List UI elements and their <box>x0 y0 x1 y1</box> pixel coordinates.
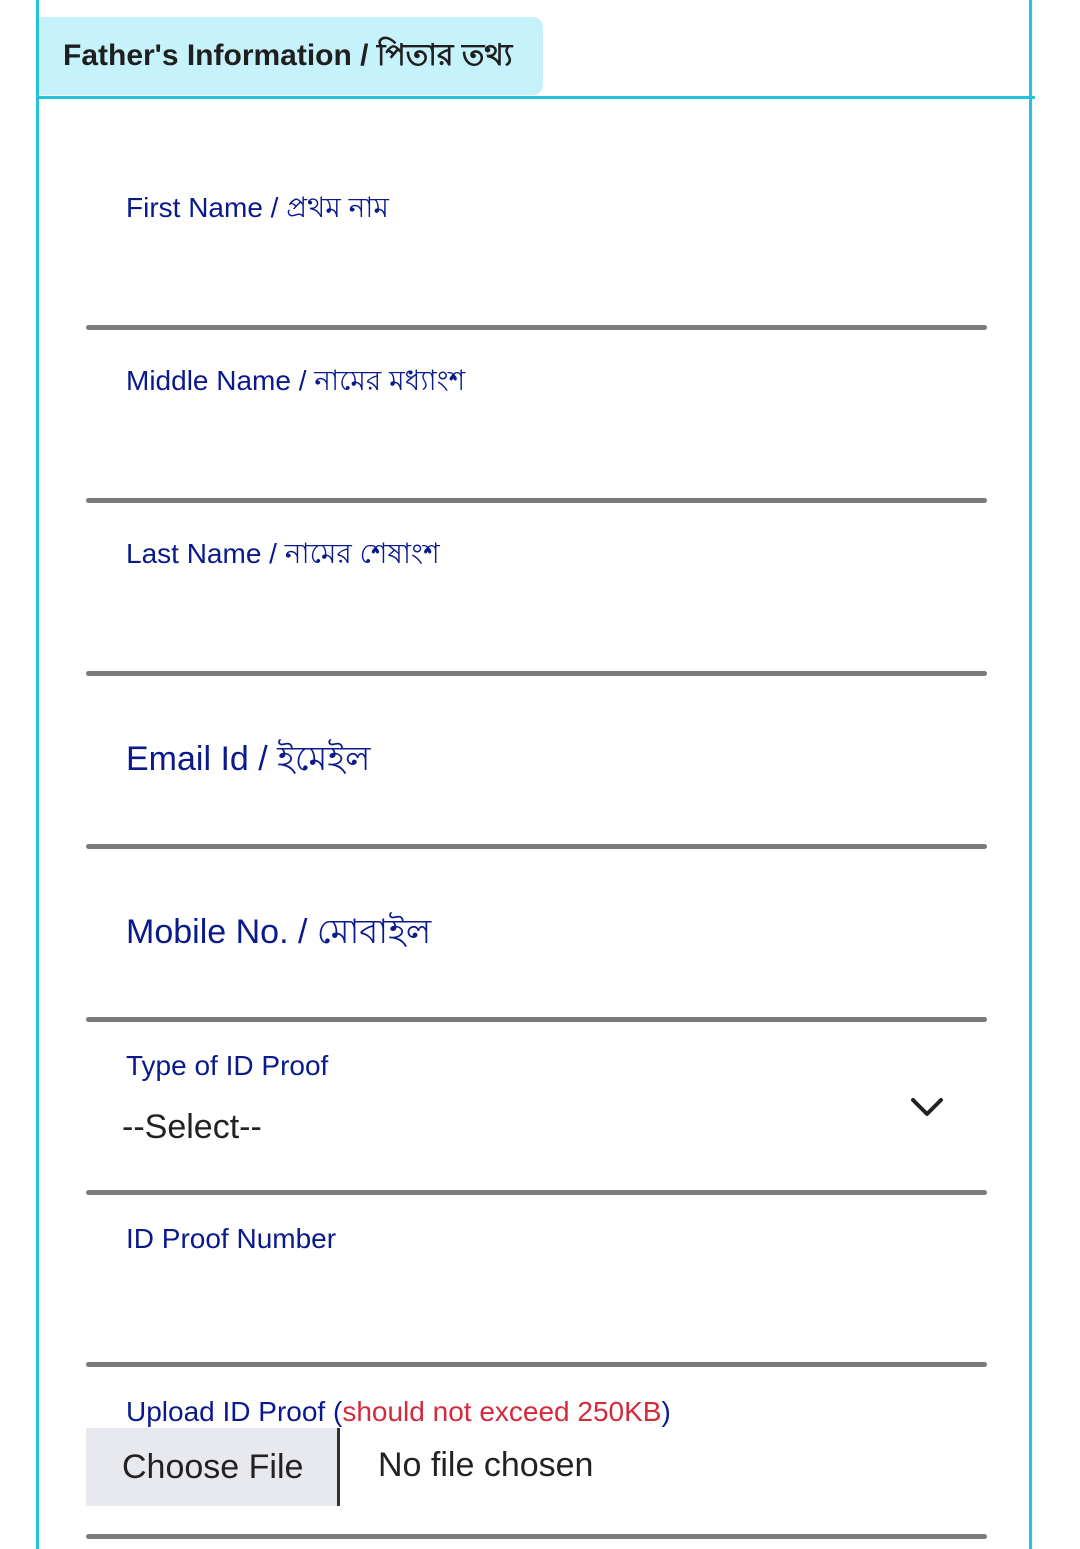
upload-label-text: Upload ID Proof <box>126 1396 326 1427</box>
mobile-input[interactable] <box>86 1017 987 1022</box>
email-input[interactable] <box>86 844 987 849</box>
section-title: Father's Information / পিতার তথ্য <box>63 38 513 72</box>
id-type-label: Type of ID Proof <box>126 1050 329 1081</box>
choose-file-button-label: Choose File <box>122 1447 304 1486</box>
upload-paren-close: ) <box>661 1396 671 1427</box>
middle-name-label: Middle Name / নামের মধ্যাংশ <box>126 365 466 396</box>
first-name-input[interactable] <box>86 325 987 330</box>
last-name-label: Last Name / নামের শেষাংশ <box>126 538 440 569</box>
first-name-label: First Name / প্রথম নাম <box>126 192 389 223</box>
section-header-divider <box>36 96 1035 99</box>
id-type-select[interactable]: --Select-- <box>122 1108 262 1146</box>
chevron-down-icon[interactable] <box>910 1090 944 1124</box>
upload-size-warning: should not exceed 250KB <box>342 1396 662 1427</box>
id-type-underline <box>86 1190 987 1195</box>
id-number-input[interactable] <box>86 1362 987 1367</box>
email-label: Email Id / ইমেইল <box>126 740 371 778</box>
last-name-input[interactable] <box>86 671 987 676</box>
mobile-label: Mobile No. / মোবাইল <box>126 913 432 951</box>
upload-paren-open: ( <box>325 1396 343 1427</box>
file-status-text: No file chosen <box>378 1446 594 1484</box>
id-number-label: ID Proof Number <box>126 1223 337 1254</box>
upload-label <box>126 1396 671 1428</box>
section-tab-fathers-information[interactable] <box>39 17 543 95</box>
middle-name-input[interactable] <box>86 498 987 503</box>
choose-file-button[interactable] <box>86 1428 340 1506</box>
upload-underline <box>86 1534 987 1539</box>
